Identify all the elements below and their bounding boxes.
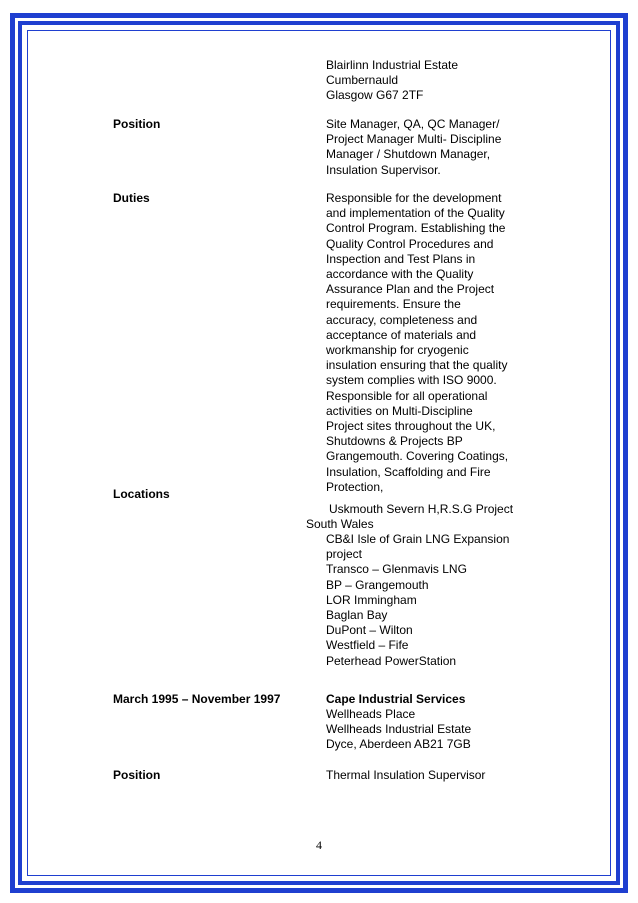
location-line: South Wales xyxy=(306,517,374,531)
duties-line: accordance with the Quality xyxy=(326,267,474,282)
duties-line: Assurance Plan and the Project xyxy=(326,282,495,297)
page-border-inner xyxy=(27,30,611,876)
duties-line: Protection, xyxy=(326,479,384,494)
duties-line: Inspection and Test Plans in xyxy=(326,251,476,266)
address-line: Blairlinn Industrial Estate xyxy=(326,58,459,72)
position-line: Insulation Supervisor. xyxy=(326,162,441,177)
position-label: Position xyxy=(113,117,161,131)
duties-line: insulation ensuring that the quality xyxy=(326,358,508,373)
duties-line: Shutdowns & Projects BP xyxy=(326,434,463,449)
duties-line: Quality Control Procedures and xyxy=(326,236,494,251)
duties-line: acceptance of materials and xyxy=(326,327,477,342)
duties-line: workmanship for cryogenic xyxy=(326,343,469,358)
location-line: CB&I Isle of Grain LNG Expansion xyxy=(326,532,510,546)
duties-line: Insulation, Scaffolding and Fire xyxy=(326,464,491,479)
duties-line: Grangemouth. Covering Coatings, xyxy=(326,449,509,464)
address-line: Wellheads Industrial Estate xyxy=(326,722,472,737)
duties-line: activities on Multi-Discipline xyxy=(326,403,473,418)
duties-line: Responsible for the development xyxy=(326,191,502,205)
employer-address-block xyxy=(326,58,458,104)
duties-line: system complies with ISO 9000. xyxy=(326,373,497,388)
location-line: Transco – Glenmavis LNG xyxy=(326,562,467,577)
company-address-block xyxy=(326,707,471,753)
location-line: project xyxy=(326,547,363,562)
location-line: LOR Immingham xyxy=(326,592,417,607)
position-line: Manager / Shutdown Manager, xyxy=(326,147,491,162)
duties-line: Project sites throughout the UK, xyxy=(326,419,496,434)
location-line: BP – Grangemouth xyxy=(326,577,429,592)
locations-list xyxy=(326,532,509,669)
location-line: Baglan Bay xyxy=(326,608,388,623)
position-line: Site Manager, QA, QC Manager/ xyxy=(326,117,500,131)
location-line: Westfield – Fife xyxy=(326,638,409,653)
locations-label: Locations xyxy=(113,487,170,501)
location-line: DuPont – Wilton xyxy=(326,623,413,638)
duties-text xyxy=(326,191,508,495)
address-line: Dyce, Aberdeen AB21 7GB xyxy=(326,737,471,752)
position-line: Project Manager Multi- Discipline xyxy=(326,132,502,147)
page-number: 4 xyxy=(316,838,322,852)
location-line: Uskmouth Severn H,R.S.G Project xyxy=(329,502,514,516)
employment-dates: March 1995 – November 1997 xyxy=(113,692,281,706)
duties-line: requirements. Ensure the xyxy=(326,297,461,312)
duties-line: accuracy, completeness and xyxy=(326,312,478,327)
address-line: Wellheads Place xyxy=(326,707,416,721)
duties-line: and implementation of the Quality xyxy=(326,206,505,221)
duties-label: Duties xyxy=(113,191,150,205)
position-value xyxy=(326,117,501,178)
duties-line: Responsible for all operational xyxy=(326,388,488,403)
location-line: Peterhead PowerStation xyxy=(326,653,457,668)
address-line: Cumbernauld xyxy=(326,73,399,88)
position-label: Position xyxy=(113,768,161,782)
position-value: Thermal Insulation Supervisor xyxy=(326,768,486,782)
duties-line: Control Program. Establishing the xyxy=(326,221,506,236)
address-line: Glasgow G67 2TF xyxy=(326,88,424,103)
company-name: Cape Industrial Services xyxy=(326,692,466,706)
